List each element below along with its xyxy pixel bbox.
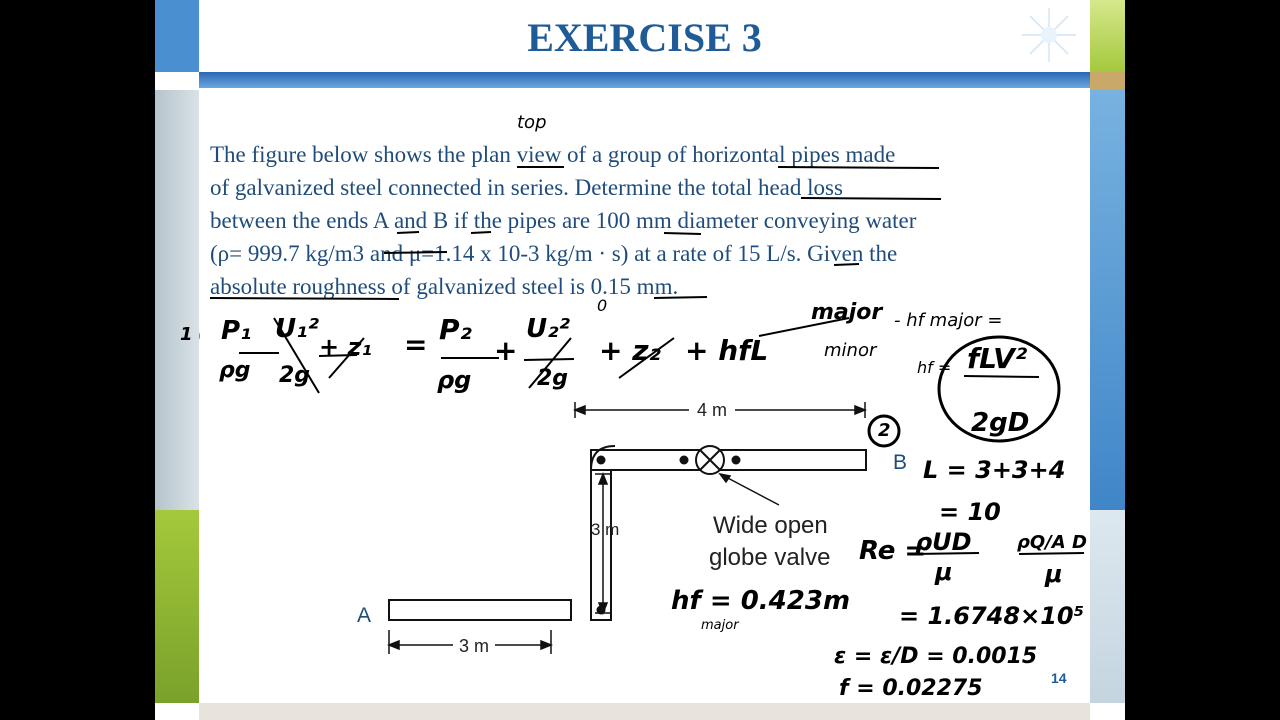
eq-rhs-2g: 2g bbox=[537, 366, 569, 391]
eq-lhs-2g: 2g bbox=[279, 363, 311, 388]
problem-line-3: between the ends A and B if the pipes are 100 mm diameter conveying water bbox=[210, 208, 917, 233]
dim-vertical-label: 3 m bbox=[591, 520, 620, 539]
right-accent-light bbox=[1090, 510, 1125, 703]
eq-rhs-z: + z₂ bbox=[599, 334, 661, 367]
problem-line-4: (ρ= 999.7 kg/m3 and μ=1.14 x 10-3 kg/m · s) at a rate of 15 L/s. Given the bbox=[210, 241, 898, 266]
re-lhs: Re = bbox=[859, 536, 927, 566]
re-denominator-2: μ bbox=[1045, 560, 1063, 588]
f-eq: f = 0.02275 bbox=[839, 676, 983, 701]
hf-major-subscript: major bbox=[701, 618, 739, 633]
eq-lhs-p: P₁ bbox=[221, 316, 252, 346]
point-a-label: A bbox=[357, 604, 372, 627]
eq-equals: = bbox=[404, 328, 428, 361]
bottom-toolbar bbox=[199, 703, 1090, 720]
valve-label-line1: Wide open bbox=[713, 512, 828, 539]
note-hf-major-eq: - hf major = bbox=[894, 310, 1003, 331]
length-value: = 10 bbox=[939, 498, 1001, 526]
length-eq: L = 3+3+4 bbox=[923, 456, 1066, 484]
slide bbox=[155, 0, 1125, 720]
title-area bbox=[199, 0, 1090, 72]
content-area bbox=[180, 88, 1090, 703]
right-accent-tan bbox=[1090, 72, 1125, 90]
note-hf-eq: hf = bbox=[917, 358, 952, 377]
eq-rhs-u: U₂² bbox=[526, 314, 570, 344]
sparkle-decoration bbox=[1009, 2, 1089, 68]
point-b-label: B bbox=[893, 451, 908, 474]
eq-lhs-pg: ρg bbox=[219, 358, 251, 383]
eq-hf: + hfL bbox=[685, 334, 769, 367]
problem-line-2: of galvanized steel connected in series. Determine the total head loss bbox=[210, 175, 843, 200]
problem-line-1: The figure below shows the plan view of a group of horizontal pipes made bbox=[210, 142, 896, 167]
eps-eq: ε = ε/D = 0.0015 bbox=[834, 644, 1038, 669]
re-numerator-1: ρUD bbox=[915, 528, 972, 556]
note-major: major bbox=[811, 300, 883, 325]
re-value: = 1.6748×10⁵ bbox=[899, 602, 1085, 630]
problem-line-5: absolute roughness of galvanized steel is 0.15 mm. bbox=[210, 274, 679, 299]
zero-mark: 0 bbox=[597, 296, 608, 315]
title-rule bbox=[199, 72, 1090, 88]
eq-lhs-z: + z₁ bbox=[319, 333, 372, 361]
valve-label-line2: globe valve bbox=[709, 544, 831, 571]
circle-1-label: 1 bbox=[180, 324, 193, 345]
circle-2-label: 2 bbox=[878, 420, 891, 441]
darcy-denominator: 2gD bbox=[971, 408, 1030, 438]
eq-rhs-pg: ρg bbox=[437, 366, 472, 394]
note-top: top bbox=[517, 112, 547, 133]
right-accent-green bbox=[1090, 0, 1125, 72]
dim-bottom-label: 3 m bbox=[453, 636, 495, 657]
eq-rhs-p: P₂ bbox=[439, 313, 472, 346]
left-accent-grey bbox=[155, 90, 199, 510]
slide-title: EXERCISE 3 bbox=[527, 15, 762, 60]
dim-top-label: 4 m bbox=[689, 400, 735, 421]
re-numerator-2: ρQ/A D bbox=[1017, 532, 1087, 553]
darcy-numerator: fLV² bbox=[967, 342, 1028, 375]
eq-lhs-u: U₁² bbox=[275, 314, 319, 344]
left-accent-green bbox=[155, 510, 199, 703]
note-minor: minor bbox=[824, 340, 877, 361]
left-accent-blue bbox=[155, 0, 199, 72]
eq-plus: + bbox=[494, 334, 518, 367]
right-accent-blue bbox=[1090, 90, 1125, 510]
re-denominator-1: μ bbox=[935, 558, 953, 586]
slide-number: 14 bbox=[1051, 670, 1067, 686]
hf-major-result: hf = 0.423m bbox=[671, 586, 851, 616]
